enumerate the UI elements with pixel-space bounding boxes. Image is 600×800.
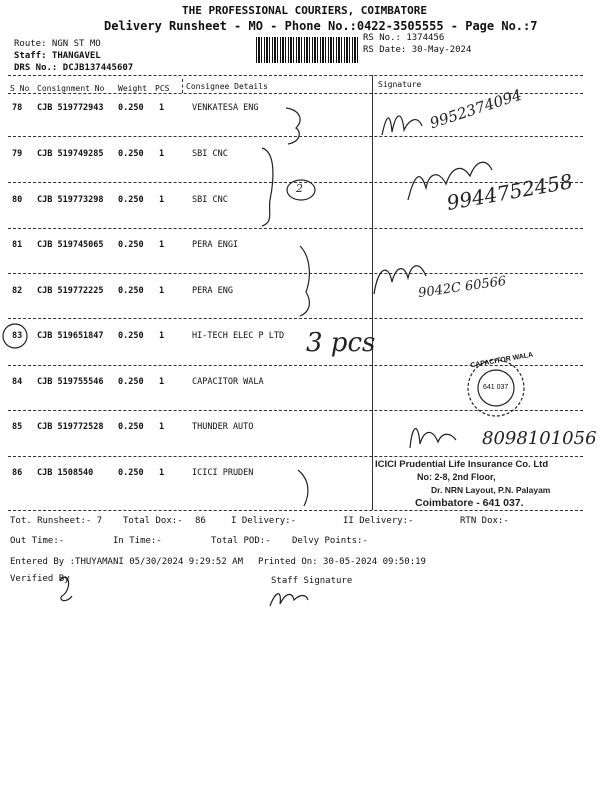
icici-stamp-line1: ICICI Prudential Life Insurance Co. Ltd bbox=[375, 459, 549, 470]
row-weight: 0.250 bbox=[118, 286, 144, 296]
row-sno: 80 bbox=[12, 195, 23, 205]
capacitor-stamp-code: 641 037 bbox=[483, 384, 509, 391]
icici-stamp-line4: Coimbatore - 641 037. bbox=[415, 497, 524, 509]
row-sno: 78 bbox=[12, 103, 23, 113]
bracket-row-86 bbox=[298, 470, 308, 506]
row-consignment: CJB 1508540 bbox=[37, 468, 94, 478]
row-consignment: CJB 519772225 bbox=[37, 286, 104, 296]
capacitor-stamp-name: CAPACITOR WALA bbox=[469, 351, 534, 370]
row-weight: 0.250 bbox=[118, 377, 144, 387]
tot-runsheet: Tot. Runsheet:- 7 bbox=[10, 516, 103, 526]
printed-on: Printed On: 30-05-2024 09:50:19 bbox=[258, 557, 426, 567]
row-sno: 83 bbox=[12, 331, 23, 341]
row-pcs: 1 bbox=[159, 103, 165, 113]
row-consignment: CJB 519651847 bbox=[37, 331, 104, 341]
row-consignee: PERA ENGI bbox=[192, 240, 239, 250]
company-title: THE PROFESSIONAL COURIERS, COIMBATORE bbox=[182, 4, 428, 17]
sig-phone-85: 8098101056 bbox=[482, 428, 597, 449]
rs-date: RS Date: 30-May-2024 bbox=[363, 45, 472, 55]
row-consignment: CJB 519755546 bbox=[37, 377, 104, 387]
drs-value: DCJB137445607 bbox=[62, 63, 134, 73]
delvy-points: Delvy Points:- bbox=[292, 536, 368, 546]
row-pcs: 1 bbox=[159, 149, 165, 159]
row-sno: 85 bbox=[12, 422, 23, 432]
row-consignee: SBI CNC bbox=[192, 149, 228, 159]
row-consignment: CJB 519749285 bbox=[37, 149, 104, 159]
row-consignee: VENKATESA ENG bbox=[192, 103, 259, 113]
row-weight: 0.250 bbox=[118, 422, 144, 432]
bracket-row-78 bbox=[286, 108, 300, 144]
sig-phone-82: 9042C 60566 bbox=[417, 273, 508, 302]
row-consignment: CJB 519773298 bbox=[37, 195, 104, 205]
row-pcs: 1 bbox=[159, 240, 165, 250]
circle-row-83 bbox=[3, 324, 27, 348]
verified-by: Verified By bbox=[10, 574, 70, 584]
sig-phone-78: 9952374094 bbox=[427, 85, 524, 133]
runsheet-title: Delivery Runsheet - MO - Phone No.:0422-3505555 - Page No.:7 bbox=[104, 19, 538, 33]
rtn-dox: RTN Dox:- bbox=[460, 516, 509, 526]
col-consignment: Consignment No bbox=[37, 84, 105, 93]
bracket-rows-81-82 bbox=[300, 246, 309, 316]
row-weight: 0.250 bbox=[118, 195, 144, 205]
drs-label: DRS No.: bbox=[14, 63, 58, 73]
route-label: Route: NGN ST MO bbox=[14, 39, 101, 49]
col-sno: S No bbox=[10, 84, 30, 93]
row-consignee: THUNDER AUTO bbox=[192, 422, 254, 432]
margin-mark-3pcs: 3 pcs bbox=[306, 328, 376, 358]
row-pcs: 1 bbox=[159, 468, 165, 478]
col-signature: Signature bbox=[378, 80, 422, 89]
row-consignee: CAPACITOR WALA bbox=[192, 377, 264, 387]
row-pcs: 1 bbox=[159, 377, 165, 387]
sig-phone-80: 9944752458 bbox=[444, 169, 575, 215]
total-dox-label: Total Dox:- bbox=[123, 516, 183, 526]
col-weight: Weight bbox=[118, 84, 147, 93]
row-sno: 81 bbox=[12, 240, 23, 250]
row-consignee: PERA ENG bbox=[192, 286, 233, 296]
icici-stamp-line2: No: 2-8, 2nd Floor, bbox=[417, 472, 496, 482]
bracket-rows-79-80 bbox=[262, 148, 273, 226]
margin-mark-2: 2 bbox=[296, 182, 303, 195]
ii-delivery: II Delivery:- bbox=[343, 516, 414, 526]
row-pcs: 1 bbox=[159, 422, 165, 432]
row-pcs: 1 bbox=[159, 195, 165, 205]
rs-number: RS No.: 1374456 bbox=[363, 33, 445, 43]
row-sno: 82 bbox=[12, 286, 23, 296]
icici-stamp-line3: Dr. NRN Layout, P.N. Palayam bbox=[431, 485, 551, 495]
sig-78-scrawl bbox=[382, 116, 422, 135]
in-time: In Time:- bbox=[113, 536, 162, 546]
row-sno: 79 bbox=[12, 149, 23, 159]
i-delivery: I Delivery:- bbox=[231, 516, 297, 526]
staff-label: Staff: THANGAVEL bbox=[14, 51, 101, 61]
row-weight: 0.250 bbox=[118, 331, 144, 341]
col-consignee: Consignee Details bbox=[186, 82, 268, 91]
row-sno: 86 bbox=[12, 468, 23, 478]
row-pcs: 1 bbox=[159, 331, 165, 341]
row-weight: 0.250 bbox=[118, 468, 144, 478]
col-pcs: PCS bbox=[155, 84, 170, 93]
row-sno: 84 bbox=[12, 377, 23, 387]
row-consignee: HI-TECH ELEC P LTD bbox=[192, 331, 285, 341]
row-weight: 0.250 bbox=[118, 103, 144, 113]
row-consignment: CJB 519745065 bbox=[37, 240, 104, 250]
total-dox-value: 86 bbox=[195, 516, 206, 526]
sig-85-scrawl bbox=[410, 429, 456, 448]
icici-stamp bbox=[375, 458, 550, 510]
row-pcs: 1 bbox=[159, 286, 165, 296]
row-consignee: SBI CNC bbox=[192, 195, 228, 205]
entered-by: Entered By :THUYAMANI 05/30/2024 9:29:52 AM bbox=[10, 557, 243, 567]
staff-signature: Staff Signature bbox=[271, 576, 353, 586]
total-pod: Total POD:- bbox=[211, 536, 271, 546]
row-consignee: ICICI PRUDEN bbox=[192, 468, 254, 478]
staff-signature-scrawl bbox=[270, 594, 308, 606]
out-time: Out Time:- bbox=[10, 536, 65, 546]
row-consignment: CJB 519772528 bbox=[37, 422, 104, 432]
row-weight: 0.250 bbox=[118, 240, 144, 250]
row-weight: 0.250 bbox=[118, 149, 144, 159]
row-consignment: CJB 519772943 bbox=[37, 103, 104, 113]
